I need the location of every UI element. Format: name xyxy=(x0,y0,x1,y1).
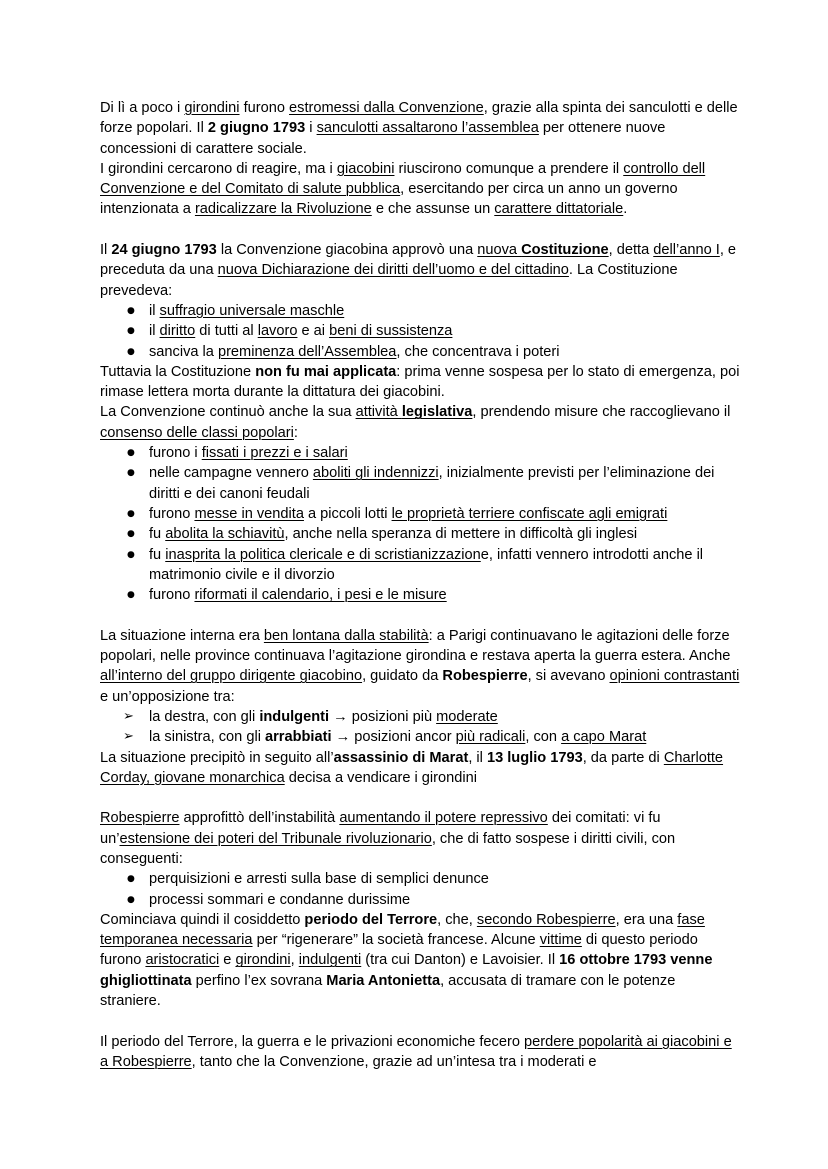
list-item xyxy=(100,890,740,910)
underlined-text: girondini xyxy=(235,952,291,969)
underlined-text: opinioni contrastanti xyxy=(609,668,740,685)
list-item xyxy=(100,443,740,463)
bullet-icon: ● xyxy=(127,874,135,885)
text: furono xyxy=(149,587,195,604)
bullet-icon: ● xyxy=(127,529,135,540)
underlined-text: più radicali xyxy=(455,729,526,746)
list-item xyxy=(100,342,740,362)
bold-text: indulgenti xyxy=(259,708,330,725)
paragraph-robespierre xyxy=(100,808,740,869)
text: decisa a vendicare i girondini xyxy=(284,769,477,786)
underlined-text: messe in vendita xyxy=(194,505,304,522)
underlined-text: beni di sussistenza xyxy=(329,323,453,340)
underlined-text: consenso delle classi popolari xyxy=(100,424,294,441)
paragraph-terror xyxy=(100,910,740,1011)
underlined-text: abolita la schiavitù xyxy=(165,526,285,543)
paragraph-girondini-react xyxy=(100,159,740,220)
text: la Convenzione giacobina approvò una xyxy=(216,242,478,259)
text: , accusata di tramare con le potenze straniere. xyxy=(100,972,676,1010)
underlined-text: Charlotte Corday, giovane monarchica xyxy=(100,749,724,786)
text: , grazie alla spinta dei sanculotti e delle forze popolari. Il xyxy=(100,100,738,137)
underlined-text: Robespierre xyxy=(100,810,180,827)
text: , e preceduta da una xyxy=(100,242,737,279)
text: i xyxy=(305,120,317,137)
text: fu xyxy=(149,526,166,543)
text: fu xyxy=(149,546,166,563)
text: e xyxy=(219,952,236,969)
paragraph-decline xyxy=(100,1032,740,1073)
text: , xyxy=(290,952,299,969)
underlined-text: estromessi dalla Convenzione xyxy=(289,100,484,116)
bold-text: arrabbiati xyxy=(265,729,332,746)
bold-text: 16 ottobre 1793 venne ghigliottinata xyxy=(100,952,713,989)
list-item xyxy=(100,321,740,341)
text: Di lì a poco i xyxy=(100,100,185,116)
text: . La Costituzione prevedeva: xyxy=(100,262,678,299)
paragraph-girondini-expelled xyxy=(100,98,740,159)
bullet-icon: ● xyxy=(127,508,135,519)
text: furono xyxy=(149,505,195,522)
paragraph-internal-situation xyxy=(100,626,740,707)
underlined-text: moderate xyxy=(436,708,498,725)
text: La situazione interna era xyxy=(100,627,264,644)
paragraph-not-applied xyxy=(100,362,740,403)
text: per ottenere nuove concessioni di carattere sociale. xyxy=(100,120,666,157)
bold-date: 24 giugno 1793 xyxy=(111,242,217,259)
text: , esercitando per circa un anno un governo intenzionata a xyxy=(100,181,678,218)
list-item xyxy=(100,585,740,605)
measures-list xyxy=(100,443,740,605)
constitution-list xyxy=(100,301,740,362)
text: nuova xyxy=(477,242,522,259)
text: → posizioni più xyxy=(329,708,437,725)
text: furono xyxy=(239,100,290,116)
text: perquisizioni e arresti sulla base di semplici denunce xyxy=(149,871,489,888)
text: Il xyxy=(100,242,112,259)
text: , detta xyxy=(608,242,654,259)
consequences-list xyxy=(100,869,740,910)
underlined-text: inasprita la politica clericale e di scristianizzazion xyxy=(165,546,481,563)
text: La Convenzione continuò anche la sua xyxy=(100,404,356,421)
underlined-text: perdere popolarità ai giacobini e a Robespierre xyxy=(100,1033,732,1070)
text: , che di fatto sospese i diritti civili, con conseguenti: xyxy=(100,830,676,867)
text: di questo periodo furono xyxy=(100,932,698,969)
underlined-text: fase temporanea necessaria xyxy=(100,911,705,949)
factions-list xyxy=(100,707,740,748)
list-item xyxy=(100,869,740,889)
arrow-bullet-icon: ➢ xyxy=(123,729,134,745)
text: e che assunse un xyxy=(371,201,495,218)
text: , da parte di xyxy=(582,749,664,766)
text: nelle campagne vennero xyxy=(149,465,313,482)
underlined-text: dell’anno I xyxy=(653,242,720,259)
text: riuscirono comunque a prendere il xyxy=(394,160,624,177)
bold-text: assassinio di Marat xyxy=(333,749,469,766)
bullet-icon: ● xyxy=(127,894,135,905)
text: furono i xyxy=(149,445,202,462)
list-item xyxy=(100,707,740,727)
text: , anche nella speranza di mettere in difficoltà gli inglesi xyxy=(284,526,638,543)
bullet-icon: ● xyxy=(127,590,135,601)
underlined-text: le proprietà terriere confiscate agli emigrati xyxy=(391,505,668,522)
text: sanciva la xyxy=(149,343,218,360)
bold-text: Costituzione xyxy=(521,242,609,259)
text: e, infatti vennero introdotti anche il matrimonio civile e il divorzio xyxy=(149,546,704,583)
text: per “rigenerare” la società francese. Alcune xyxy=(252,932,540,949)
list-item xyxy=(100,545,740,586)
text: , il xyxy=(468,749,487,766)
text: il xyxy=(149,302,160,319)
underlined-text: giacobini xyxy=(336,160,395,177)
bold-text: legislativa xyxy=(401,404,473,421)
text: , inizialmente previsti per l’eliminazione dei diritti e dei canoni feudali xyxy=(149,465,715,502)
text: , con xyxy=(525,729,562,746)
text: a piccoli lotti xyxy=(303,505,392,522)
text: , prendendo misure che raccoglievano il xyxy=(472,404,731,421)
text: I girondini cercarono di reagire, ma i xyxy=(100,160,337,177)
text: . xyxy=(623,201,628,218)
paragraph-gap xyxy=(100,788,740,808)
text: , tanto che la Convenzione, grazie ad un’intesa tra i moderati e xyxy=(191,1053,597,1070)
underlined-text: diritto xyxy=(159,323,196,340)
text: e un’opposizione tra: xyxy=(100,688,235,705)
text: il xyxy=(149,323,160,340)
list-item xyxy=(100,504,740,524)
paragraph-constitution xyxy=(100,240,740,301)
underlined-text: lavoro xyxy=(257,323,298,340)
underlined-text: a capo Marat xyxy=(561,729,647,746)
text: , era una xyxy=(615,911,678,928)
text: la sinistra, con gli xyxy=(149,729,265,746)
underlined-text: riformati il calendario, i pesi e le misure xyxy=(194,587,447,604)
paragraph-gap xyxy=(100,220,740,240)
text: perfino l’ex sovrana xyxy=(191,972,327,989)
text: , si avevano xyxy=(527,668,610,685)
underlined-text: indulgenti xyxy=(298,952,362,969)
bold-date: 2 giugno 1793 xyxy=(207,120,306,137)
underlined-text: controllo dell Convenzione e del Comitato di salute pubblica xyxy=(100,160,706,198)
underlined-text: sanculotti assaltarono l’assemblea xyxy=(316,120,539,137)
bullet-icon: ● xyxy=(127,305,135,316)
bullet-icon: ● xyxy=(127,549,135,560)
underlined-text: vittime xyxy=(539,932,582,949)
text: , guidato da xyxy=(362,668,443,685)
underlined-text: radicalizzare la Rivoluzione xyxy=(194,201,372,218)
underlined-text: secondo Robespierre xyxy=(476,911,616,928)
bullet-icon: ● xyxy=(127,448,135,459)
underlined-text: preminenza dell’Assemblea xyxy=(217,343,397,360)
underlined-text xyxy=(356,404,473,420)
text: dei comitati: vi fu un’ xyxy=(100,810,661,847)
document-page xyxy=(100,98,740,1072)
text: , che, xyxy=(437,911,477,928)
underlined-text: nuova Dichiarazione dei diritti dell’uomo e del cittadino xyxy=(217,262,569,279)
text: processi sommari e condanne durissime xyxy=(149,891,411,908)
text: di tutti al xyxy=(195,323,258,340)
bullet-icon: ● xyxy=(127,346,135,357)
underlined-text: carattere dittatoriale xyxy=(494,201,624,218)
underlined-text: suffragio universale maschle xyxy=(159,302,345,319)
text: : a Parigi continuavano le agitazioni delle forze popolari, nelle province continuava l’agitazione girondina e restava aperta la guerra estera. Anche xyxy=(100,627,731,665)
text: e ai xyxy=(297,323,330,340)
list-item xyxy=(100,524,740,544)
underlined-text: all’interno del gruppo dirigente giacobino xyxy=(100,668,363,685)
text: la destra, con gli xyxy=(149,708,260,725)
underlined-text: girondini xyxy=(184,100,240,116)
bold-text: periodo del Terrore xyxy=(304,911,438,928)
bold-text: Maria Antonietta xyxy=(326,972,441,989)
bullet-icon: ● xyxy=(127,326,135,337)
text: Il periodo del Terrore, la guerra e le privazioni economiche fecero xyxy=(100,1033,524,1050)
underlined-text xyxy=(477,242,608,258)
list-item xyxy=(100,727,740,747)
text: , che concentrava i poteri xyxy=(396,343,560,360)
paragraph-gap xyxy=(100,605,740,625)
text: : xyxy=(293,424,298,441)
underlined-text: aboliti gli indennizzi xyxy=(312,465,439,482)
text: Cominciava quindi il cosiddetto xyxy=(100,911,305,928)
text: attività xyxy=(355,404,402,421)
text: : prima venne sospesa per lo stato di emergenza, poi rimase lettera morta durante la dittatura dei giacobini. xyxy=(100,363,740,401)
paragraph-legislative xyxy=(100,402,740,443)
underlined-text: aristocratici xyxy=(145,952,220,969)
bold-text: non fu mai applicata xyxy=(255,363,397,380)
text: Tuttavia la Costituzione xyxy=(100,363,256,380)
bullet-icon: ● xyxy=(127,468,135,479)
list-item xyxy=(100,301,740,321)
underlined-text: estensione dei poteri del Tribunale rivoluzionario xyxy=(119,830,432,847)
underlined-text: fissati i prezzi e i salari xyxy=(201,445,348,462)
paragraph-marat xyxy=(100,748,740,789)
arrow-bullet-icon: ➢ xyxy=(123,708,134,724)
underlined-text: aumentando il potere repressivo xyxy=(339,810,548,827)
bold-text: Robespierre xyxy=(442,668,528,685)
list-item xyxy=(100,463,740,504)
text: approfittò dell’instabilità xyxy=(179,810,340,827)
bold-date: 13 luglio 1793 xyxy=(486,749,583,766)
text: (tra cui Danton) e Lavoisier. Il xyxy=(361,952,560,969)
text: → posizioni ancor xyxy=(331,729,456,746)
paragraph-gap xyxy=(100,1011,740,1031)
text: La situazione precipitò in seguito all’ xyxy=(100,749,334,766)
underlined-text: ben lontana dalla stabilità xyxy=(263,627,429,644)
